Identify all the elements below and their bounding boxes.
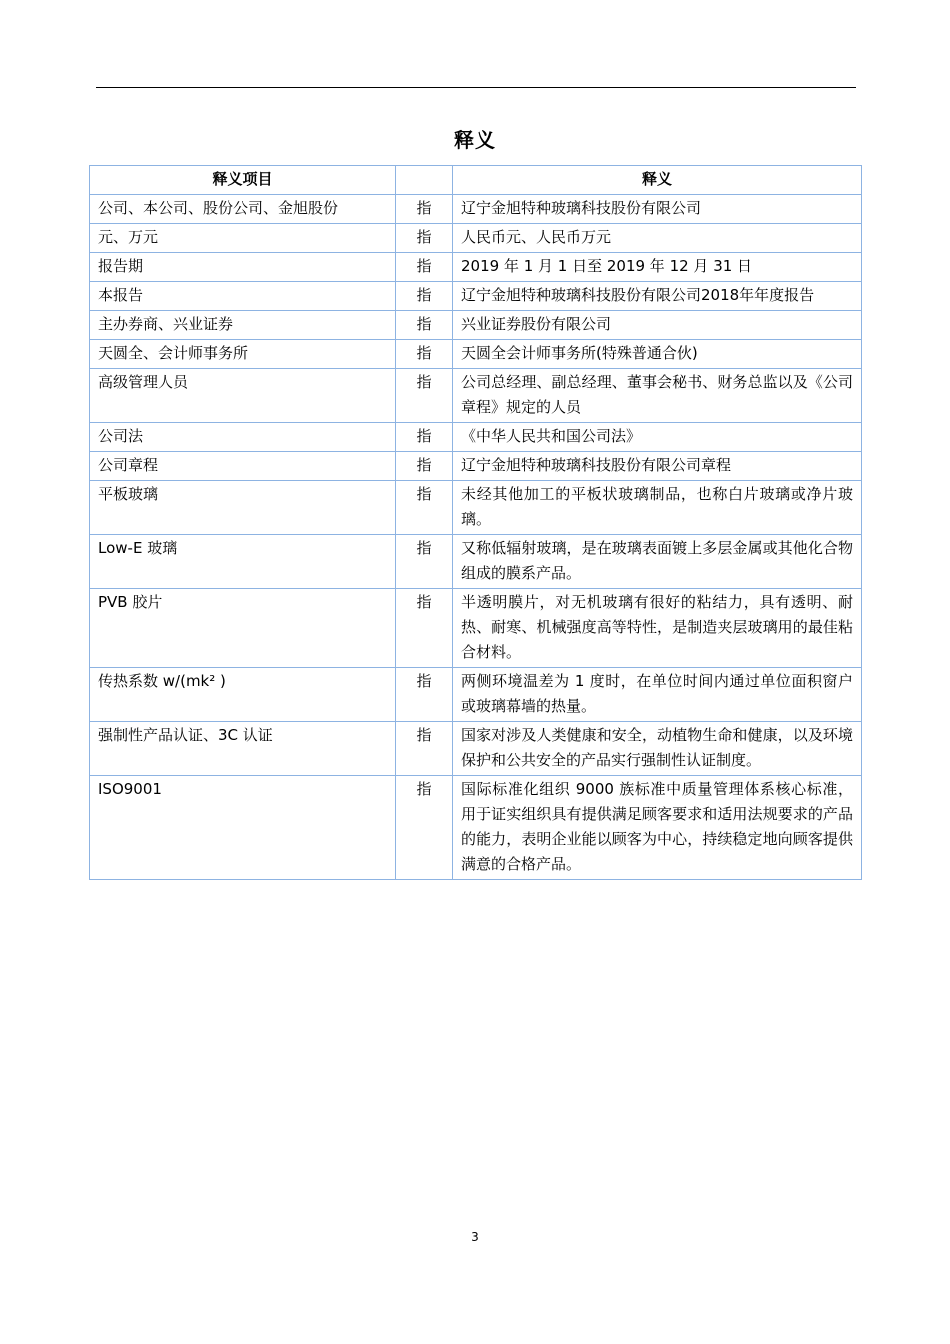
definition-cell: 两侧环境温差为 1 度时，在单位时间内通过单位面积窗户或玻璃幕墙的热量。	[453, 668, 862, 722]
term-cell: PVB 胶片	[90, 589, 396, 668]
ref-cell: 指	[396, 776, 453, 880]
term-cell: 公司、本公司、股份公司、金旭股份	[90, 195, 396, 224]
table-header-row	[90, 166, 862, 195]
ref-cell: 指	[396, 195, 453, 224]
term-cell: 天圆全、会计师事务所	[90, 340, 396, 369]
ref-cell: 指	[396, 481, 453, 535]
term-cell: ISO9001	[90, 776, 396, 880]
header-ref	[396, 166, 453, 195]
definition-cell: 天圆全会计师事务所(特殊普通合伙)	[453, 340, 862, 369]
table-row	[90, 340, 862, 369]
ref-cell: 指	[396, 452, 453, 481]
definition-cell: 2019 年 1 月 1 日至 2019 年 12 月 31 日	[453, 253, 862, 282]
table-row	[90, 452, 862, 481]
term-cell: 平板玻璃	[90, 481, 396, 535]
table-row	[90, 369, 862, 423]
ref-cell: 指	[396, 589, 453, 668]
definition-cell: 公司总经理、副总经理、董事会秘书、财务总监以及《公司章程》规定的人员	[453, 369, 862, 423]
ref-cell: 指	[396, 253, 453, 282]
definition-cell: 辽宁金旭特种玻璃科技股份有限公司	[453, 195, 862, 224]
page-title: 释义	[454, 128, 496, 152]
term-cell: 公司法	[90, 423, 396, 452]
term-cell: 公司章程	[90, 452, 396, 481]
ref-cell: 指	[396, 668, 453, 722]
term-cell: 元、万元	[90, 224, 396, 253]
ref-cell: 指	[396, 535, 453, 589]
table-row	[90, 282, 862, 311]
ref-cell: 指	[396, 311, 453, 340]
definition-cell: 兴业证券股份有限公司	[453, 311, 862, 340]
term-cell: 高级管理人员	[90, 369, 396, 423]
table-row	[90, 722, 862, 776]
definition-cell: 《中华人民共和国公司法》	[453, 423, 862, 452]
ref-cell: 指	[396, 369, 453, 423]
definition-cell: 半透明膜片，对无机玻璃有很好的粘结力，具有透明、耐热、耐寒、机械强度高等特性，是制造夹层玻璃用的最佳粘合材料。	[453, 589, 862, 668]
ref-cell: 指	[396, 340, 453, 369]
header-rule	[96, 87, 856, 88]
term-cell: 强制性产品认证、3C 认证	[90, 722, 396, 776]
table-row	[90, 776, 862, 880]
table-row	[90, 224, 862, 253]
definition-cell: 国家对涉及人类健康和安全，动植物生命和健康，以及环境保护和公共安全的产品实行强制性认证制度。	[453, 722, 862, 776]
table-row	[90, 311, 862, 340]
term-cell: Low-E 玻璃	[90, 535, 396, 589]
table-row	[90, 589, 862, 668]
page-number: 3	[471, 1230, 479, 1244]
header-definition: 释义	[453, 166, 862, 195]
term-cell: 本报告	[90, 282, 396, 311]
definition-cell: 又称低辐射玻璃，是在玻璃表面镀上多层金属或其他化合物组成的膜系产品。	[453, 535, 862, 589]
table-row	[90, 481, 862, 535]
term-cell: 主办券商、兴业证券	[90, 311, 396, 340]
table-row	[90, 423, 862, 452]
term-cell: 传热系数 w/(mk² )	[90, 668, 396, 722]
definitions-table	[89, 165, 862, 880]
header-term: 释义项目	[90, 166, 396, 195]
table-row	[90, 195, 862, 224]
definition-cell: 未经其他加工的平板状玻璃制品，也称白片玻璃或净片玻璃。	[453, 481, 862, 535]
definition-cell: 人民币元、人民币万元	[453, 224, 862, 253]
table-row	[90, 535, 862, 589]
definition-cell: 国际标准化组织 9000 族标准中质量管理体系核心标准，用于证实组织具有提供满足顾客要求和适用法规要求的产品的能力，表明企业能以顾客为中心，持续稳定地向顾客提供满意的合格产品。	[453, 776, 862, 880]
definition-cell: 辽宁金旭特种玻璃科技股份有限公司2018年年度报告	[453, 282, 862, 311]
table-row	[90, 253, 862, 282]
ref-cell: 指	[396, 282, 453, 311]
ref-cell: 指	[396, 224, 453, 253]
term-cell: 报告期	[90, 253, 396, 282]
ref-cell: 指	[396, 722, 453, 776]
table-row	[90, 668, 862, 722]
definition-cell: 辽宁金旭特种玻璃科技股份有限公司章程	[453, 452, 862, 481]
ref-cell: 指	[396, 423, 453, 452]
